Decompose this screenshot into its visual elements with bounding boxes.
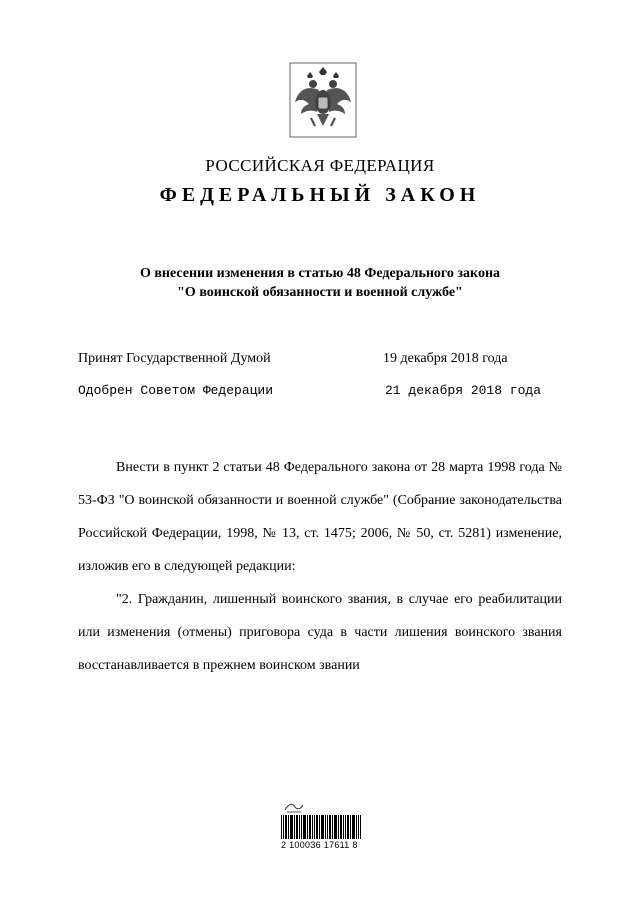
duma-adoption-label: Принят Государственной Думой (78, 351, 271, 366)
document-type-heading: ФЕДЕРАЛЬНЫЙ ЗАКОН (159, 184, 481, 206)
law-title-line-1: О внесении изменения в статью 48 Федерального закона (139, 266, 501, 281)
council-approval-date: 21 декабря 2018 года (385, 383, 542, 398)
council-approval-label: Одобрен Советом Федерации (78, 383, 274, 398)
body-paragraph-1: Внести в пункт 2 статьи 48 Федерального закона от 28 марта 1998 года № 53-ФЗ "О воинской обязанности и военной службе" (Собрание законодательства Российской Федерации, 1998, № 13, ст. 1475; 2006, № 50, ст. 5281) изменение, изложив его в следующей редакции: (78, 460, 562, 574)
law-title (0, 264, 640, 302)
body-paragraph-2: "2. Гражданин, лишенный воинского звания, в случае его реабилитации или изменения (отмены) приговора суда в части лишения воинского звания восстанавливается в прежнем воинском звании (78, 592, 562, 673)
duma-adoption-date: 19 декабря 2018 года (383, 351, 508, 366)
stamp-mark-icon (283, 801, 305, 813)
country-heading: РОССИЙСКАЯ ФЕДЕРАЦИЯ (205, 156, 435, 175)
barcode-number: 2 100036 17611 8 (281, 840, 358, 850)
law-title-line-2: "О воинской обязанности и военной службе" (177, 285, 463, 300)
law-body (78, 451, 562, 682)
barcode-icon (281, 815, 361, 839)
coat-of-arms-icon (289, 62, 357, 138)
